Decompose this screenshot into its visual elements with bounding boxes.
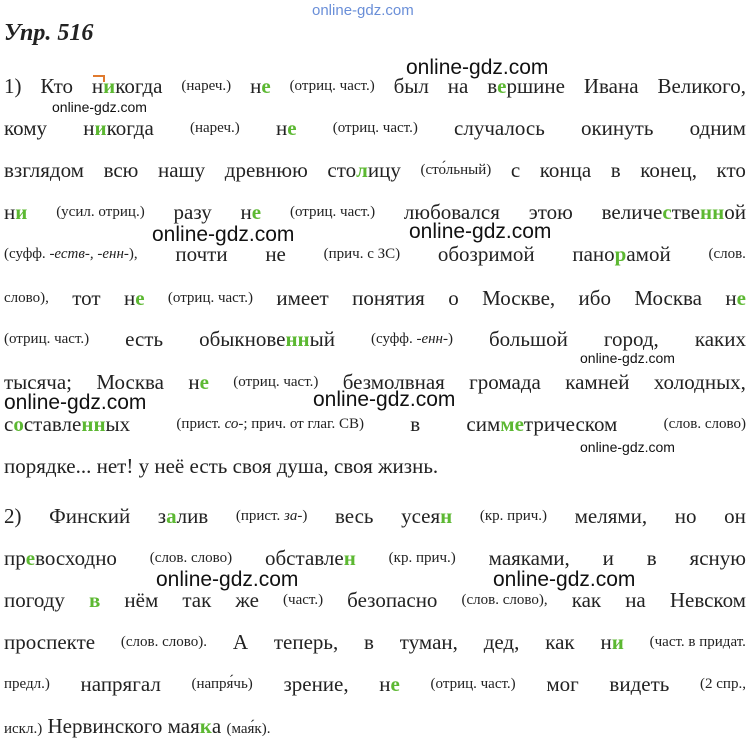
- text-line: погоду в нём так же (част.) безопасно (слов. слово), как на Невском: [4, 588, 746, 612]
- text-line: ни (усил. отриц.) разу не (отриц. част.) любовался этою величественной: [4, 200, 746, 224]
- watermark: online-gdz.com: [406, 56, 549, 79]
- text-line: кому никогда (нареч.) не (отриц. част.) случалось окинуть одним: [4, 116, 746, 140]
- text-line: взглядом всю нашу древнюю столицу (сто́льный) с конца в конец, кто: [4, 158, 746, 182]
- watermark: online-gdz.com: [580, 439, 675, 455]
- text-line: слово), тот не (отриц. част.) имеет понятия о Москве, ибо Москва не: [4, 286, 746, 310]
- text-line: проспекте (слов. слово). А теперь, в туман, дед, как ни (част. в придат.: [4, 630, 746, 654]
- watermark: online-gdz.com: [152, 223, 295, 246]
- watermark: online-gdz.com: [156, 568, 299, 591]
- watermark: online-gdz.com: [4, 391, 147, 414]
- watermark: online-gdz.com: [493, 568, 636, 591]
- watermark: online-gdz.com: [52, 99, 147, 115]
- watermark: online-gdz.com: [409, 220, 552, 243]
- text-line: (отриц. част.) есть обыкновенный (суфф. -енн-) большой город, каких: [4, 327, 746, 351]
- watermark: online-gdz.com: [580, 350, 675, 366]
- text-line: искл.) Нервинского маяка (мая́к).: [4, 714, 271, 738]
- text-line: 2) Финский залив (прист. за-) весь усеян (кр. прич.) мелями, но он: [4, 504, 746, 528]
- text-line: составленных (прист. со-; прич. от глаг. СВ) в симметрическом (слов. слово): [4, 412, 746, 436]
- text-line: тысяча; Москва не (отриц. част.) безмолвная громада камней холодных,: [4, 370, 746, 394]
- watermark-top: online-gdz.com: [312, 2, 414, 19]
- text-line: предл.) напрягал (напря́чь) зрение, не (отриц. част.) мог видеть (2 спр.,: [4, 672, 746, 696]
- exercise-title: Упр. 516: [4, 20, 94, 46]
- text-line: (суфф. -еств-, -енн-), почти не (прич. с ЗС) обозримой панорамой (слов.: [4, 242, 746, 266]
- text-line: 1) Кто никогда (нареч.) не (отриц. част.) был на вершине Ивана Великого,: [4, 74, 746, 98]
- watermark: online-gdz.com: [313, 388, 456, 411]
- text-line: порядке... нет! у неё есть своя душа, своя жизнь.: [4, 454, 439, 478]
- text-line: превосходно (слов. слово) обставлен (кр. прич.) маяками, и в ясную: [4, 546, 746, 570]
